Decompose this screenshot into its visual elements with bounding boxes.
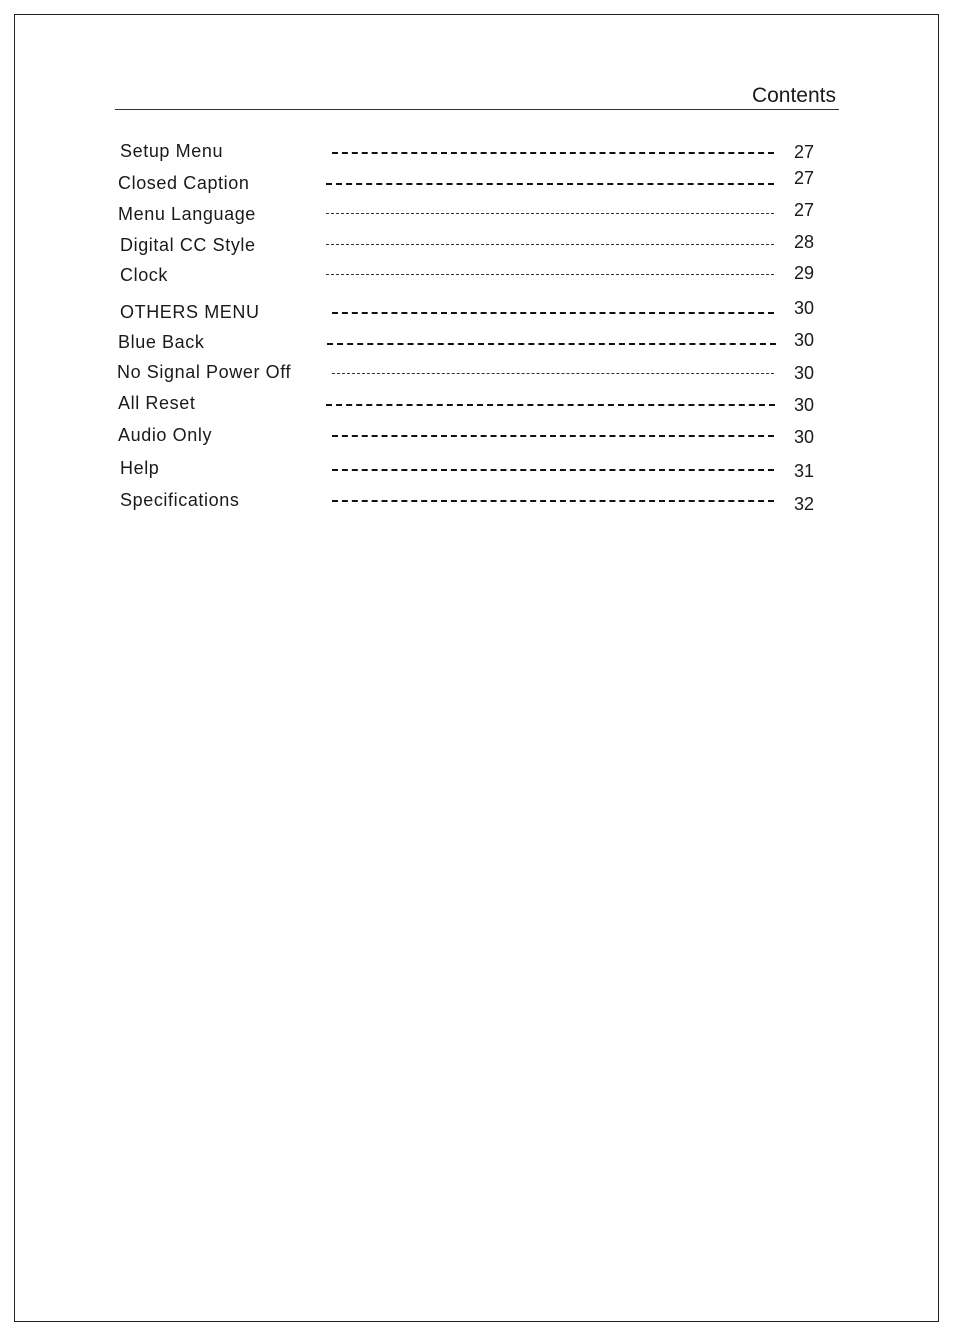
toc-entry-label: Specifications xyxy=(120,490,240,510)
toc-entry-label: Setup Menu xyxy=(120,141,224,161)
toc-leader xyxy=(332,312,774,314)
toc-entry-page: 27 xyxy=(794,168,815,188)
toc-entry-label: Clock xyxy=(120,265,169,285)
toc-leader xyxy=(326,244,774,245)
toc-entry-page: 29 xyxy=(794,263,815,283)
page-title: Contents xyxy=(751,84,836,107)
toc-entry-page: 30 xyxy=(794,395,815,415)
toc-leader xyxy=(326,183,774,185)
toc-leader xyxy=(332,152,774,154)
toc-entry-label: Closed Caption xyxy=(118,173,250,193)
toc-entry-label: All Reset xyxy=(118,393,196,413)
toc-leader xyxy=(332,373,774,374)
toc-entry-label: Help xyxy=(120,458,160,478)
toc-entry-label: OTHERS MENU xyxy=(120,302,260,322)
toc-entry-label: Blue Back xyxy=(118,332,205,352)
toc-entry-label: Audio Only xyxy=(118,425,213,445)
toc-leader xyxy=(326,213,774,214)
header-rule xyxy=(115,109,839,110)
toc-leader xyxy=(332,500,774,502)
toc-entry-page: 27 xyxy=(794,200,815,220)
toc-entry-page: 27 xyxy=(794,142,815,162)
toc-entry-page: 32 xyxy=(794,494,815,514)
toc-entry-label: No Signal Power Off xyxy=(117,362,292,382)
toc-leader xyxy=(326,274,774,275)
toc-entry-label: Menu Language xyxy=(118,204,256,224)
toc-entry-page: 30 xyxy=(794,330,815,350)
toc-leader xyxy=(326,404,775,406)
toc-entry-label: Digital CC Style xyxy=(120,235,256,255)
toc-leader xyxy=(327,343,776,345)
toc-entry-page: 30 xyxy=(794,363,815,383)
toc-entry-page: 28 xyxy=(794,232,815,252)
toc-entry-page: 30 xyxy=(794,427,815,447)
toc-leader xyxy=(332,435,774,437)
toc-entry-page: 31 xyxy=(794,461,815,481)
toc-leader xyxy=(332,469,774,471)
toc-entry-page: 30 xyxy=(794,298,815,318)
